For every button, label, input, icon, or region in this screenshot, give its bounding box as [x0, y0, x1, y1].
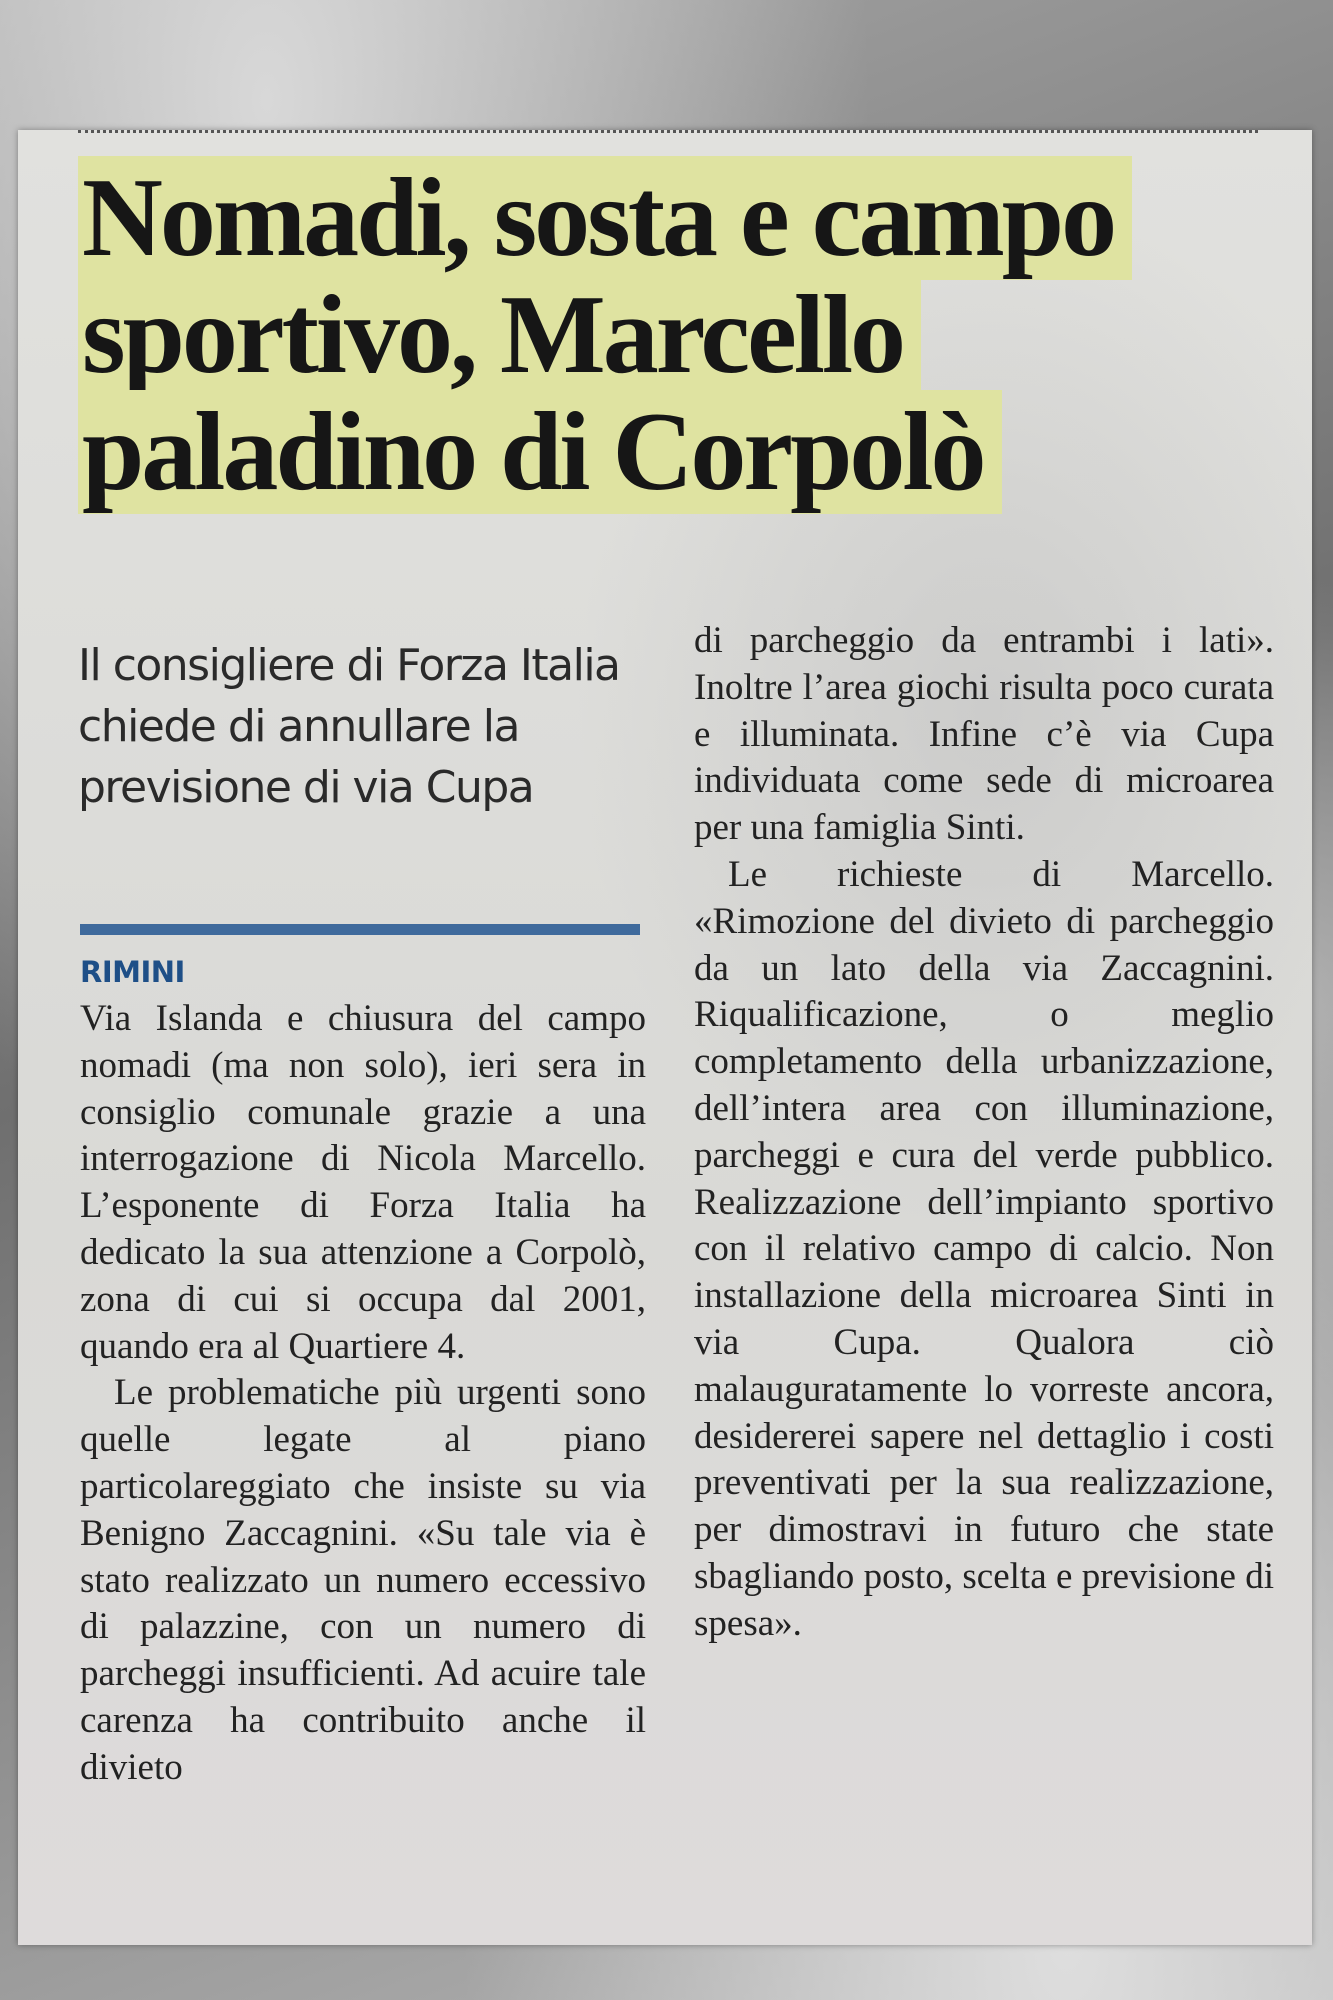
- subheadline: Il consigliere di Forza Italia chiede di annullare la previsione di via Cupa: [78, 640, 620, 813]
- body-column-left: [80, 996, 646, 1792]
- paragraph: Via Islanda e chiusura del campo nomadi (ma non solo), ieri sera in consiglio comunale grazie a una interrogazione di Nicola Marcello. L’esponente di Forza Italia ha dedicato la sua attenzione a Corpolò, zona di cui si occupa dal 2001, quando era al Quartiere 4.: [80, 998, 646, 1367]
- blue-rule: [80, 924, 640, 935]
- dateline: RIMINI: [80, 955, 185, 989]
- paragraph: Le richieste di Marcello. «Rimozione del divieto di parcheggio da un lato della via Zaccagnini. Riqualificazione, o meglio completamento della urbanizzazione, dell’intera area con illuminazione, parcheggi e cura del verde pubblico. Realizzazione dell’impianto sportivo con il relativo campo di calcio. Non installazione della microarea Sinti in via Cupa. Qualora ciò malauguratamente lo vorreste ancora, desidererei sapere nel dettaglio i costi preventivati per la sua realizzazione, per dimostravi in futuro che state sbagliando posto, scelta e previsione di spesa».: [694, 853, 1274, 1644]
- dotted-separator: [78, 130, 1258, 133]
- paragraph: Le problematiche più urgenti sono quelle legate al piano particolareggiato che insiste su via Benigno Zaccagnini. «Su tale via è stato realizzato un numero eccessivo di palazzine, con un numero di parcheggi insufficienti. Ad acuire tale carenza ha contribuito anche il divieto: [80, 1372, 646, 1788]
- headline-text: Nomadi, sosta e campo sportivo, Marcello paladino di Corpolò: [78, 156, 1132, 514]
- body-column-right: [694, 618, 1274, 1648]
- paragraph: di parcheggio da entrambi i lati». Inoltre l’area giochi risulta poco curata e illuminata. Infine c’è via Cupa individuata come sede di microarea per una famiglia Sinti.: [694, 620, 1274, 849]
- headline: [78, 156, 1278, 514]
- newspaper-clipping: [18, 130, 1312, 1945]
